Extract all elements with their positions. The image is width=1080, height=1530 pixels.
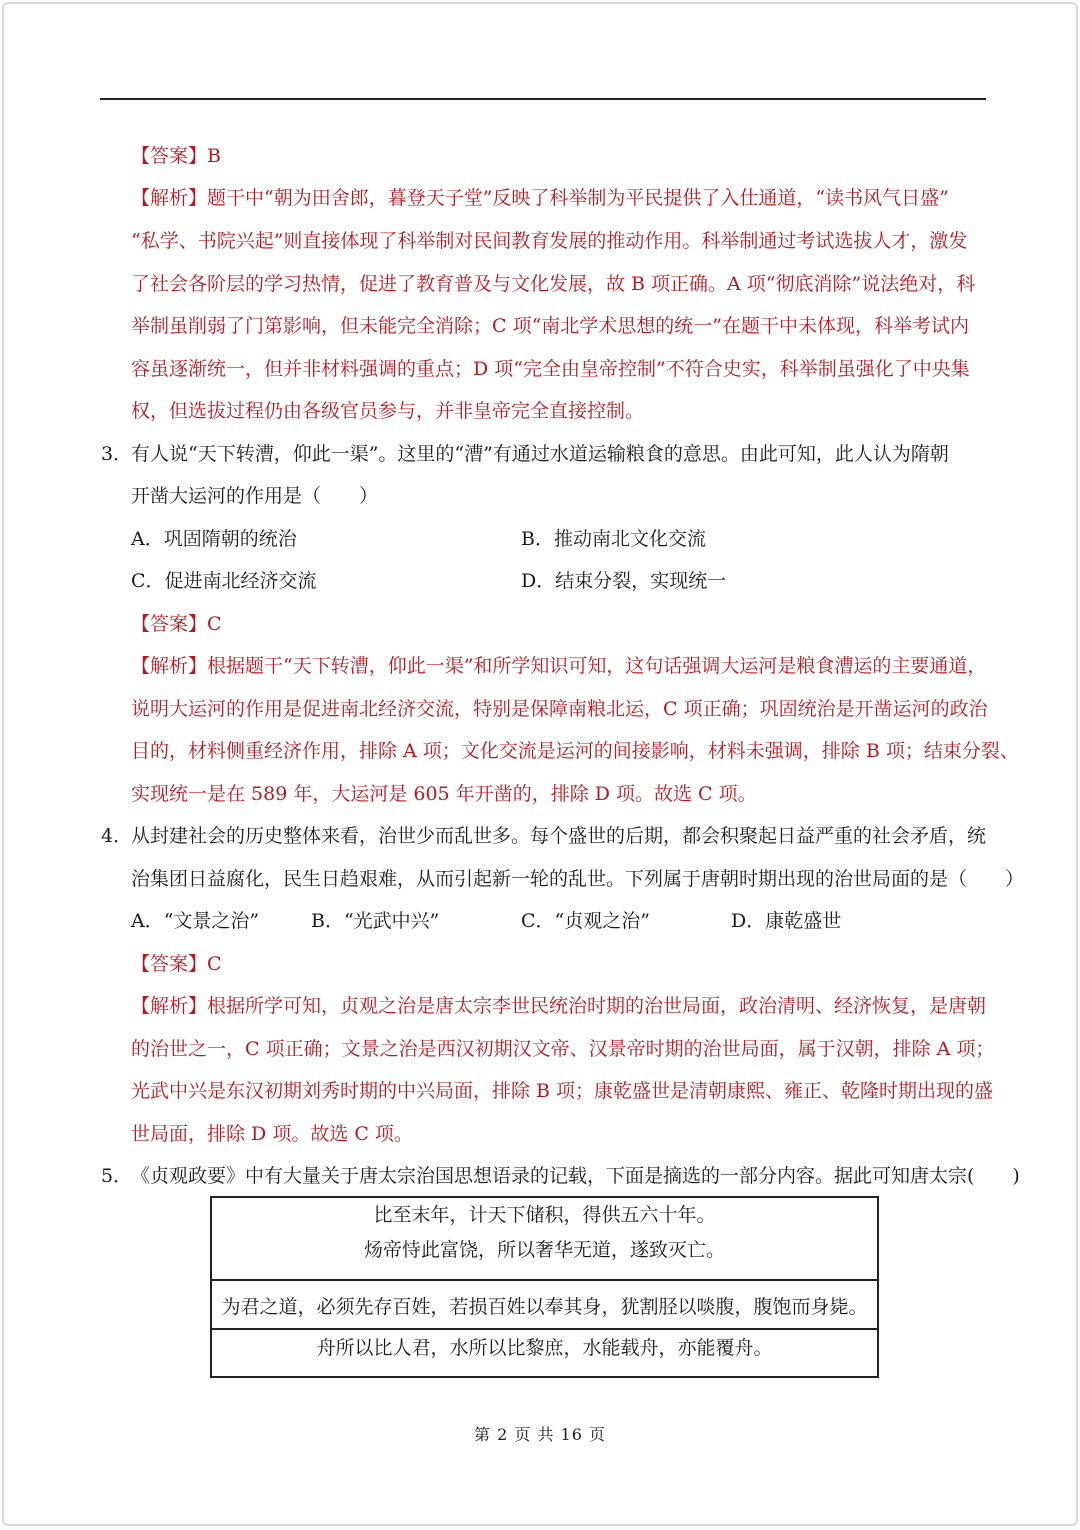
analysis-line: 说明大运河的作用是促进南北经济交流，特别是保障南粮北运，C 项正确；巩固统治是开凿运河的政治 bbox=[131, 698, 988, 720]
analysis-line: 举制虽削弱了门第影响，但未能完全消除；C 项“南北学术思想的统一”在题干中未体现，科举考试内 bbox=[131, 315, 970, 337]
analysis-line: 世局面，排除 D 项。故选 C 项。 bbox=[131, 1123, 413, 1145]
question-stem: 治集团日益腐化，民生日趋艰难，从而引起新一轮的乱世。下列属于唐朝时期出现的治世局面的是（ ） bbox=[131, 868, 1025, 890]
header-rule bbox=[100, 98, 986, 100]
answer-label: 【答案】C bbox=[131, 953, 222, 975]
quote-text: 比至末年，计天下储积，得供五六十年。 bbox=[373, 1204, 716, 1226]
analysis-line: 实现统一是在 589 年，大运河是 605 年开凿的，排除 D 项。故选 C 项。 bbox=[131, 783, 757, 805]
question-number: 5． bbox=[101, 1165, 133, 1187]
analysis-line: “私学、书院兴起”则直接体现了科举制对民间教育发展的推动作用。科举制通过考试选拔人才，激发 bbox=[131, 230, 968, 252]
answer-label: 【答案】C bbox=[131, 613, 222, 635]
table-divider bbox=[212, 1279, 877, 1281]
quote-table bbox=[210, 1196, 879, 1378]
question-stem: 从封建社会的历史整体来看，治世少而乱世多。每个盛世的后期，都会积聚起日益严重的社会矛盾，统 bbox=[131, 825, 987, 847]
analysis-line: 【解析】根据所学可知，贞观之治是唐太宗李世民统治时期的治世局面，政治清明、经济恢复，是唐朝 bbox=[131, 995, 987, 1017]
option-c: C．促进南北经济交流 bbox=[131, 570, 317, 592]
option-c: C．“贞观之治” bbox=[521, 910, 650, 932]
option-d: D．结束分裂，实现统一 bbox=[521, 570, 727, 592]
analysis-line: 光武中兴是东汉初期刘秀时期的中兴局面，排除 B 项；康乾盛世是清朝康熙、雍正、乾隆时期出现的盛 bbox=[131, 1080, 994, 1102]
page-footer: 第 2 页 共 16 页 bbox=[474, 1425, 606, 1444]
analysis-line: 【解析】根据题干“天下转漕，仰此一渠”和所学知识可知，这句话强调大运河是粮食漕运的主要通道， bbox=[131, 655, 987, 677]
analysis-line: 目的，材料侧重经济作用，排除 A 项；文化交流是运河的间接影响，材料未强调，排除 B 项；结束分裂、 bbox=[131, 740, 1019, 762]
analysis-line: 了社会各阶层的学习热情，促进了教育普及与文化发展，故 B 项正确。A 项“彻底消除”说法绝对，科 bbox=[131, 273, 976, 295]
analysis-line: 的治世之一，C 项正确；文景之治是西汉初期汉文帝、汉景帝时期的治世局面，属于汉朝，排除 A 项； bbox=[131, 1038, 995, 1060]
option-a: A．巩固隋朝的统治 bbox=[131, 528, 297, 550]
option-d: D．康乾盛世 bbox=[731, 910, 842, 932]
option-b: B．推动南北文化交流 bbox=[521, 528, 706, 550]
analysis-line: 容虽逐渐统一，但并非材料强调的重点；D 项“完全由皇帝控制”不符合史实，科举制虽强化了中央集 bbox=[131, 358, 970, 380]
question-number: 3． bbox=[101, 443, 133, 465]
document-page bbox=[2, 2, 1078, 1526]
question-stem: 有人说“天下转漕，仰此一渠”。这里的“漕”有通过水道运输粮食的意思。由此可知，此人认为隋朝 bbox=[131, 443, 949, 465]
question-stem: 开凿大运河的作用是（ ） bbox=[131, 485, 379, 507]
option-a: A．“文景之治” bbox=[131, 910, 260, 932]
analysis-line: 权，但选拔过程仍由各级官员参与，并非皇帝完全直接控制。 bbox=[131, 400, 645, 422]
answer-label: 【答案】B bbox=[131, 145, 221, 167]
table-divider bbox=[212, 1328, 877, 1330]
quote-text: 为君之道，必须先存百姓，若损百姓以奉其身，犹割胫以啖腹，腹饱而身毙。 bbox=[221, 1296, 868, 1318]
quote-text: 炀帝恃此富饶，所以奢华无道，遂致灭亡。 bbox=[363, 1239, 725, 1261]
quote-text: 舟所以比人君，水所以比黎庶，水能载舟，亦能覆舟。 bbox=[316, 1337, 773, 1359]
option-b: B．“光武中兴” bbox=[311, 910, 440, 932]
question-number: 4． bbox=[101, 825, 133, 847]
analysis-line: 【解析】题干中“朝为田舍郎，暮登天子堂”反映了科举制为平民提供了入仕通道，“读书风气日盛” bbox=[131, 187, 949, 209]
question-stem: 《贞观政要》中有大量关于唐太宗治国思想语录的记载，下面是摘选的一部分内容。据此可知唐太宗( ) bbox=[131, 1165, 1020, 1187]
